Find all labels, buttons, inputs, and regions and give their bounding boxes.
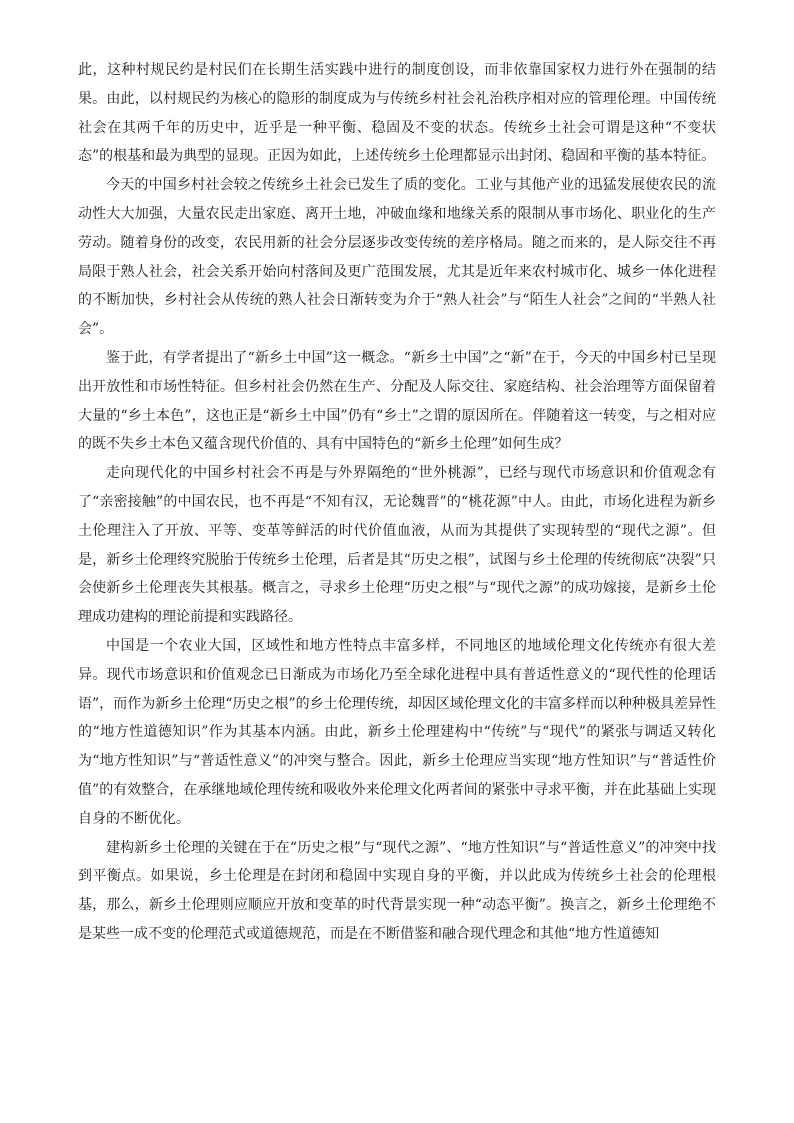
- paragraph-3: 鉴于此，有学者提出了“新乡土中国”这一概念。“新乡土中国”之“新”在于，今天的中国乡村已呈现出开放性和市场性特征。但乡村社会仍然在生产、分配及人际交往、家庭结构、社会治理等方面保留着大量的“乡土本色”，这也正是“新乡土中国”仍有“乡土”之谓的原因所在。伴随着这一转变，与之相对应的既不失乡土本色又蕴含现代价值的、具有中国特色的“新乡土伦理”如何生成？: [78, 349, 716, 453]
- paragraph-5: 中国是一个农业大国，区域性和地方性特点丰富多样，不同地区的地域伦理文化传统亦有很大差异。现代市场意识和价值观念已日渐成为市场化乃至全球化进程中具有普适性意义的“现代性的伦理话语”，而作为新乡土伦理“历史之根”的乡土伦理传统，却因区域伦理文化的丰富多样而以种种极具差异性的“地方性道德知识”作为其基本内涵。由此，新乡土伦理建构中“传统”与“现代”的紧张与调适又转化为“地方性知识”与“普适性意义”的冲突与整合。因此，新乡土伦理应当实现“地方性知识”与“普适性价值”的有效整合，在承继地域伦理传统和吸收外来伦理文化两者间的紧张中寻求平衡，并在此基础上实现自身的不断优化。: [78, 637, 716, 827]
- paragraph-4: 走向现代化的中国乡村社会不再是与外界隔绝的“世外桃源”，已经与现代市场意识和价值观念有了“亲密接触”的中国农民，也不再是“不知有汉，无论魏晋”的“桃花源”中人。由此，市场化进程为新乡土伦理注入了开放、平等、变革等鲜活的时代价值血液，从而为其提供了实现转型的“现代之源”。但是，新乡土伦理终究脱胎于传统乡土伦理，后者是其“历史之根”，试图与乡土伦理的传统彻底“决裂”只会使新乡土伦理丧失其根基。概言之，寻求乡土伦理“历史之根”与“现代之源”的成功嫁接，是新乡土伦理成功建构的理论前提和实践路径。: [78, 465, 716, 626]
- paragraph-2: 今天的中国乡村社会较之传统乡土社会已发生了质的变化。工业与其他产业的迅猛发展使农民的流动性大大加强，大量农民走出家庭、离开土地，冲破血缘和地缘关系的限制从事市场化、职业化的生产劳动。随着身份的改变，农民用新的社会分层逐步改变传统的差序格局。随之而来的，是人际交往不再局限于熟人社会，社会关系开始向村落间及更广范围发展，尤其是近年来农村城市化、城乡一体化进程的不断加快，乡村社会从传统的熟人社会日渐转变为介于“熟人社会”与“陌生人社会”之间的“半熟人社会”。: [78, 177, 716, 338]
- paragraph-6: 建构新乡土伦理的关键在于在“历史之根”与“现代之源”、“地方性知识”与“普适性意义”的冲突中找到平衡点。如果说，乡土伦理是在封闭和稳固中实现自身的平衡，并以此成为传统乡土社会的伦理根基，那么，新乡土伦理则应顺应开放和变革的时代背景实现一种“动态平衡”。换言之，新乡土伦理绝不是某些一成不变的伦理范式或道德规范，而是在不断借鉴和融合现代理念和其他“地方性道德知: [78, 839, 716, 942]
- document-body: [78, 56, 716, 949]
- paragraph-1: 此，这种村规民约是村民们在长期生活实践中进行的制度创设，而非依靠国家权力进行外在强制的结果。由此，以村规民约为核心的隐形的制度成为与传统乡村社会礼治秩序相对应的管理伦理。中国传统社会在其两千年的历史中，近乎是一种平衡、稳固及不变的状态。传统乡土社会可谓是这种“不变状态”的根基和最为典型的显现。正因为如此，上述传统乡土伦理都显示出封闭、稳固和平衡的基本特征。: [78, 62, 716, 165]
